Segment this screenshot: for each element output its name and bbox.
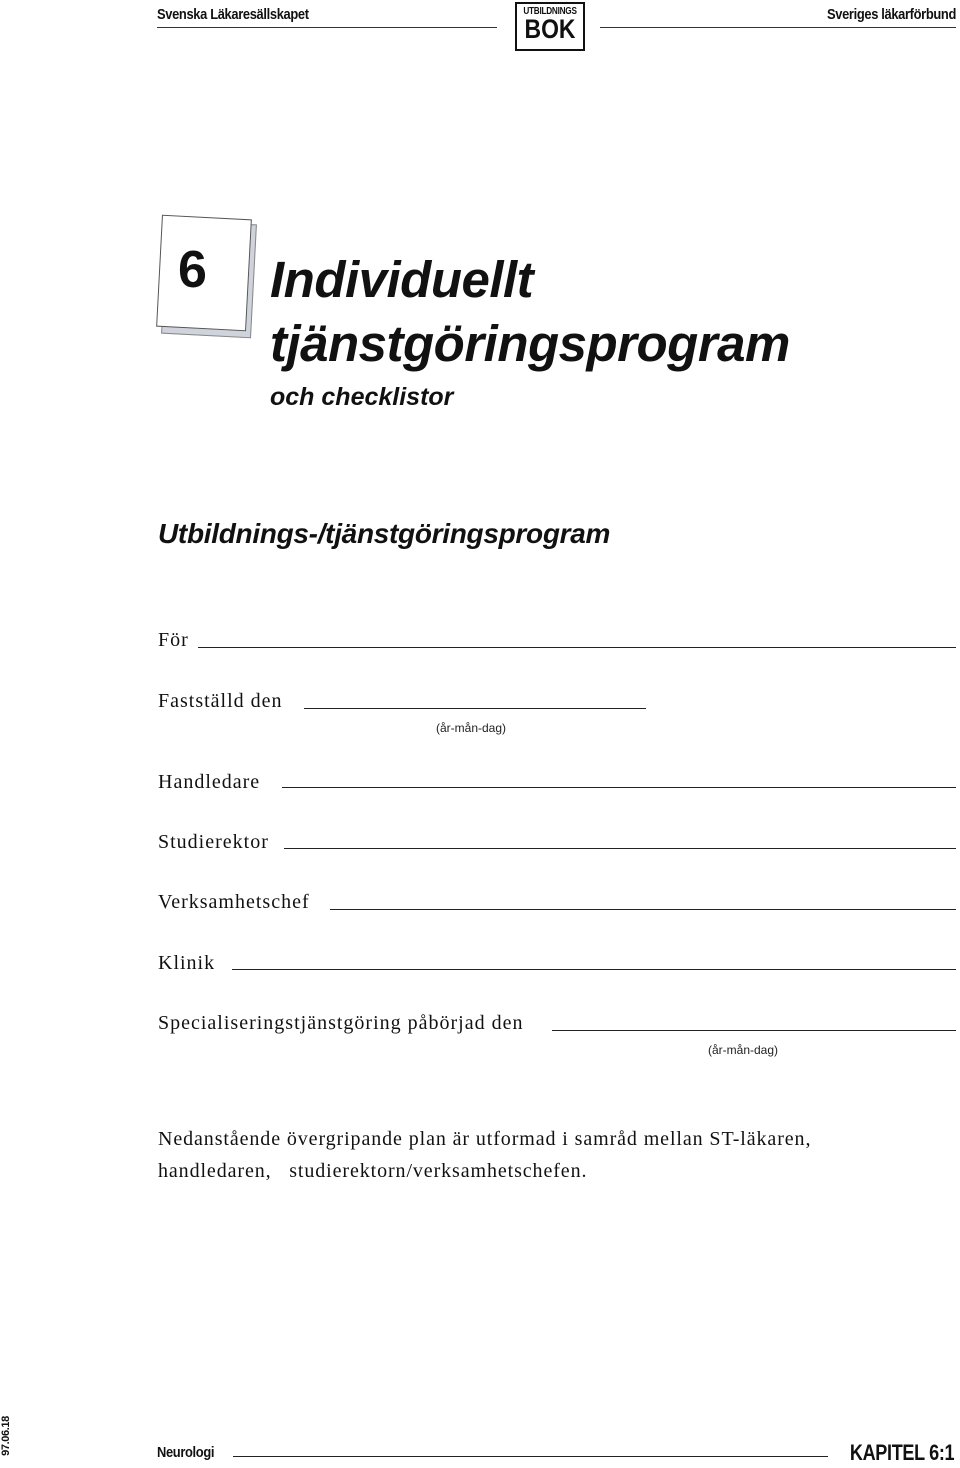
date-format-hint-2: (år-mån-dag) [708, 1043, 779, 1057]
field-verksamhetschef[interactable] [330, 909, 956, 910]
field-studierektor[interactable] [284, 848, 956, 849]
section-title: Utbildnings-/tjänstgöringsprogram [158, 518, 611, 549]
print-date: 97.06.18 [0, 1416, 12, 1456]
paragraph-line-2: handledaren, studierektorn/verksamhetschefen. [158, 1160, 588, 1182]
footer-rule [233, 1456, 828, 1457]
date-format-hint: (år-mån-dag) [436, 721, 507, 735]
label-handledare: Handledare [158, 771, 261, 793]
paragraph-line-1: Nedanstående övergripande plan är utformad i samråd mellan ST-läkaren, [158, 1128, 812, 1150]
field-for[interactable] [198, 647, 956, 648]
chapter-number: 6 [178, 241, 206, 299]
label-faststalld: Fastställd den [158, 690, 283, 712]
logo-bottom-text: BOK [524, 14, 576, 44]
field-handledare[interactable] [282, 787, 956, 788]
label-klinik: Klinik [158, 952, 216, 974]
header-left-org: Svenska Läkaresällskapet [157, 6, 309, 23]
chapter-subtitle: och checklistor [270, 383, 454, 411]
chapter-title-line1: Individuellt [270, 251, 534, 308]
label-specialisering: Specialiseringstjänstgöring påbörjad den [158, 1012, 524, 1034]
field-klinik[interactable] [232, 969, 956, 970]
utbildningsbok-logo [515, 2, 585, 51]
field-specialisering-date[interactable] [552, 1030, 956, 1031]
label-studierektor: Studierektor [158, 831, 269, 853]
field-faststalld-date[interactable] [304, 708, 646, 709]
header-right-org: Sveriges läkarförbund [827, 6, 956, 23]
label-for: För [158, 629, 189, 651]
header-rule-left [157, 27, 497, 28]
label-verksamhetschef: Verksamhetschef [158, 891, 310, 913]
footer-specialty: Neurologi [157, 1444, 215, 1461]
intro-paragraph [158, 1123, 948, 1187]
chapter-title-line2: tjänstgöringsprogram [270, 315, 790, 372]
footer-chapter: KAPITEL 6:1 [849, 1440, 954, 1465]
logo-top-text: UTBILDNINGS [523, 6, 577, 17]
header-rule-right [600, 27, 956, 28]
